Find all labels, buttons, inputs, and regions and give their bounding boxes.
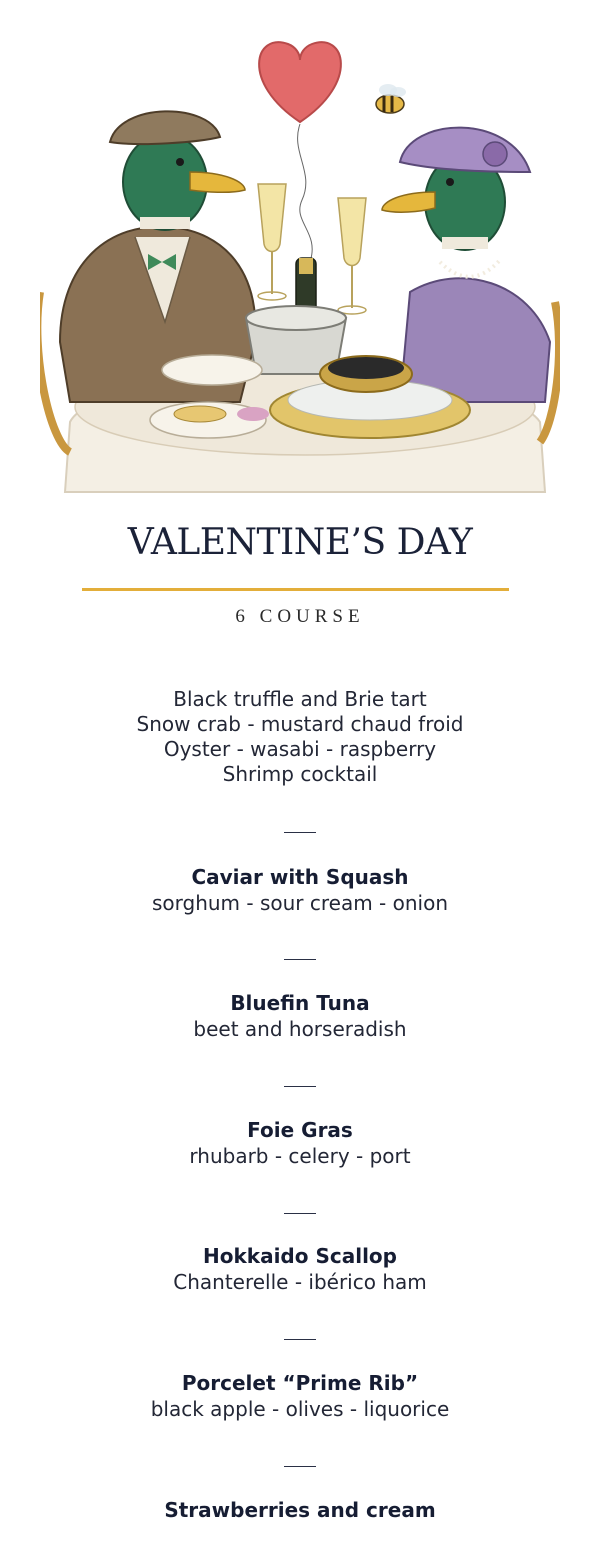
intro-line: Black truffle and Brie tart — [173, 687, 427, 711]
gold-divider — [82, 588, 509, 591]
intro-course — [0, 687, 600, 787]
course-name: Foie Gras — [247, 1118, 353, 1142]
course-item — [0, 1497, 600, 1523]
course-item — [0, 1370, 600, 1422]
course-item — [0, 1243, 600, 1295]
course-separator — [284, 1466, 316, 1467]
course-description: rhubarb - celery - port — [189, 1144, 411, 1168]
course-name: Caviar with Squash — [191, 865, 409, 889]
champagne-glass-right — [338, 198, 366, 314]
course-separator — [284, 959, 316, 960]
course-separator — [284, 832, 316, 833]
course-description: beet and horseradish — [193, 1017, 407, 1041]
ice-bucket — [246, 258, 346, 374]
course-item — [0, 864, 600, 916]
course-name: Hokkaido Scallop — [203, 1244, 397, 1268]
course-item — [0, 990, 600, 1042]
champagne-glass-left — [258, 184, 286, 300]
valentine-ducks-illustration — [40, 22, 560, 502]
menu-title: VALENTINE’S DAY — [127, 522, 473, 563]
intro-line: Shrimp cocktail — [222, 762, 378, 786]
course-description: Chanterelle - ibérico ham — [173, 1270, 427, 1294]
intro-line: Snow crab - mustard chaud froid — [136, 712, 464, 736]
course-separator — [284, 1213, 316, 1214]
menu-subtitle: 6 COURSE — [235, 606, 365, 627]
course-separator — [284, 1339, 316, 1340]
course-name: Bluefin Tuna — [230, 991, 370, 1015]
course-separator — [284, 1086, 316, 1087]
course-name: Porcelet “Prime Rib” — [181, 1371, 419, 1395]
intro-line: Oyster - wasabi - raspberry — [163, 737, 437, 761]
course-name: Strawberries and cream — [164, 1498, 436, 1522]
course-description: sorghum - sour cream - onion — [151, 891, 449, 915]
right-duck — [382, 128, 550, 402]
course-description: black apple - olives - liquorice — [150, 1397, 450, 1421]
bee-icon — [376, 84, 406, 113]
course-item — [0, 1117, 600, 1169]
